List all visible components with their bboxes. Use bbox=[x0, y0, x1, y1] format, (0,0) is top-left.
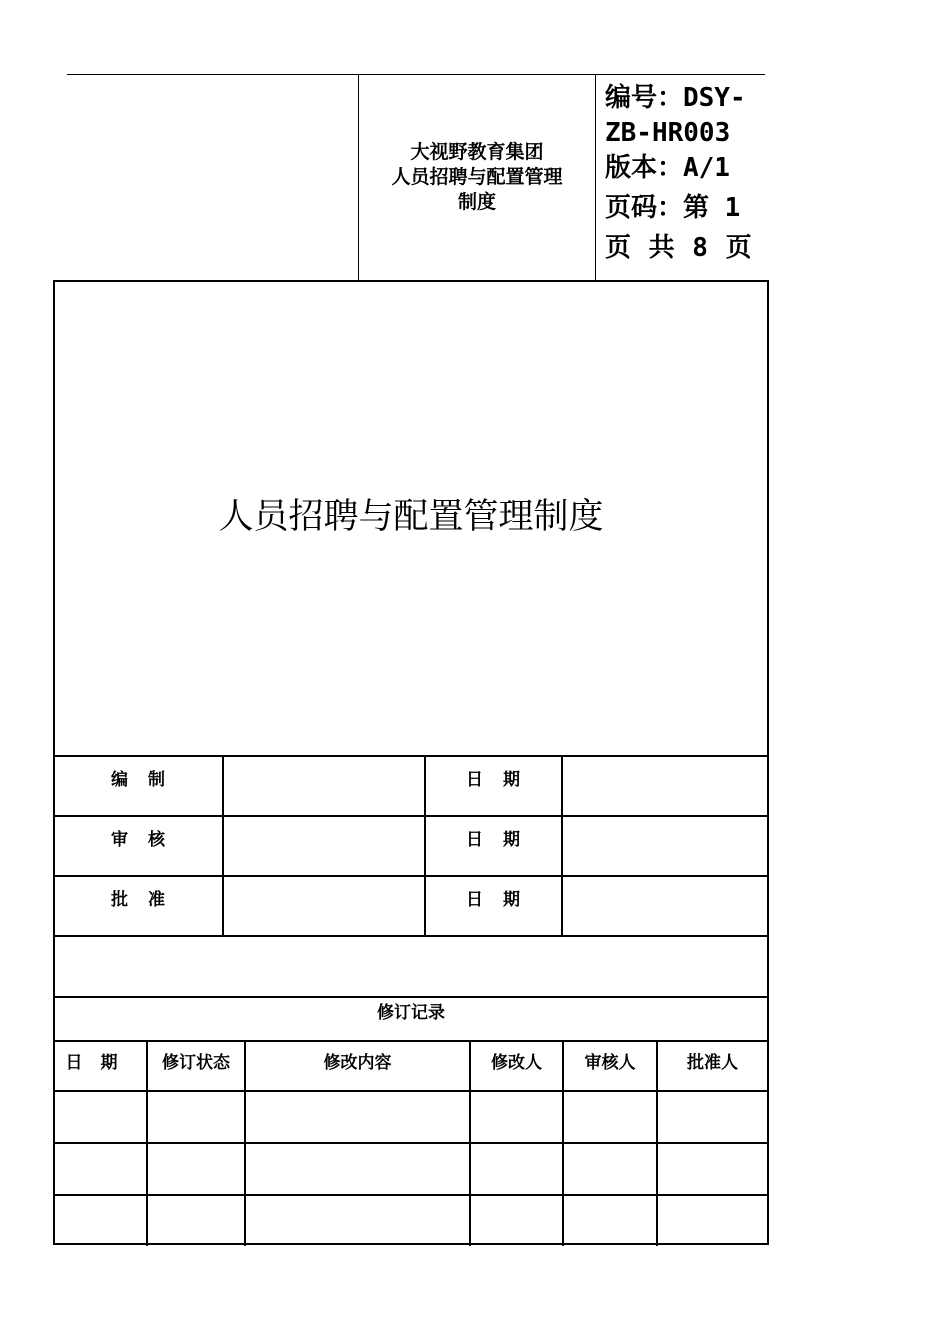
revision-cell[interactable] bbox=[55, 1091, 147, 1143]
page-number-line2: 页 共 8 页 bbox=[605, 233, 752, 263]
revision-header-row bbox=[55, 1041, 767, 1091]
revision-cell[interactable] bbox=[470, 1195, 563, 1246]
signoff-date-label: 日期 bbox=[425, 756, 562, 816]
revision-cell[interactable] bbox=[55, 1143, 147, 1195]
header-doc-name-line2: 制度 bbox=[457, 191, 496, 213]
signoff-name-cell[interactable] bbox=[223, 816, 425, 876]
table-row bbox=[55, 1143, 767, 1195]
signoff-row-compile bbox=[55, 756, 767, 816]
col-header-content: 修改内容 bbox=[245, 1041, 470, 1091]
header-top-rule bbox=[67, 74, 765, 75]
signoff-name-cell[interactable] bbox=[223, 756, 425, 816]
revision-cell[interactable] bbox=[563, 1195, 657, 1246]
col-header-approver: 批准人 bbox=[657, 1041, 767, 1091]
document-title: 人员招聘与配置管理制度 bbox=[218, 497, 604, 537]
revision-cell[interactable] bbox=[470, 1143, 563, 1195]
signoff-date-label: 日期 bbox=[425, 816, 562, 876]
col-header-status: 修订状态 bbox=[147, 1041, 245, 1091]
signoff-date-cell[interactable] bbox=[562, 816, 767, 876]
revision-cell[interactable] bbox=[657, 1091, 767, 1143]
revision-cell[interactable] bbox=[563, 1091, 657, 1143]
revision-cell[interactable] bbox=[245, 1091, 470, 1143]
signoff-date-cell[interactable] bbox=[562, 756, 767, 816]
cover-frame bbox=[53, 280, 769, 1245]
signoff-date-label: 日期 bbox=[425, 876, 562, 936]
page-number-line1: 页码：第 1 bbox=[605, 193, 741, 223]
header-meta-block bbox=[605, 78, 765, 268]
signoff-role-label: 批准 bbox=[55, 876, 223, 936]
revision-cell[interactable] bbox=[563, 1143, 657, 1195]
doc-code-line2: ZB-HR003 bbox=[605, 118, 731, 148]
revision-cell[interactable] bbox=[55, 1195, 147, 1246]
header-divider-right bbox=[595, 74, 596, 280]
signoff-row-review bbox=[55, 816, 767, 876]
signoff-table bbox=[55, 755, 767, 937]
table-row bbox=[55, 1195, 767, 1246]
revision-cell[interactable] bbox=[147, 1195, 245, 1246]
revision-table bbox=[55, 1040, 767, 1246]
col-header-modifier: 修改人 bbox=[470, 1041, 563, 1091]
table-row bbox=[55, 1091, 767, 1143]
revision-cell[interactable] bbox=[657, 1143, 767, 1195]
col-header-date: 日期 bbox=[55, 1041, 147, 1091]
revision-record-title: 修订记录 bbox=[377, 1003, 445, 1023]
header-title-block bbox=[359, 140, 595, 215]
doc-version: 版本：A/1 bbox=[605, 153, 730, 183]
revision-cell[interactable] bbox=[147, 1143, 245, 1195]
document-header bbox=[67, 74, 765, 280]
revision-cell[interactable] bbox=[245, 1143, 470, 1195]
blank-band bbox=[55, 912, 767, 998]
revision-cell[interactable] bbox=[657, 1195, 767, 1246]
doc-code-line1: 编号：DSY- bbox=[605, 83, 746, 113]
signoff-role-label: 审核 bbox=[55, 816, 223, 876]
header-doc-name-line1: 人员招聘与配置管理 bbox=[391, 166, 563, 188]
signoff-role-label: 编制 bbox=[55, 756, 223, 816]
revision-cell[interactable] bbox=[470, 1091, 563, 1143]
revision-cell[interactable] bbox=[245, 1195, 470, 1246]
org-name: 大视野教育集团 bbox=[410, 141, 544, 163]
revision-cell[interactable] bbox=[147, 1091, 245, 1143]
col-header-reviewer: 审核人 bbox=[563, 1041, 657, 1091]
